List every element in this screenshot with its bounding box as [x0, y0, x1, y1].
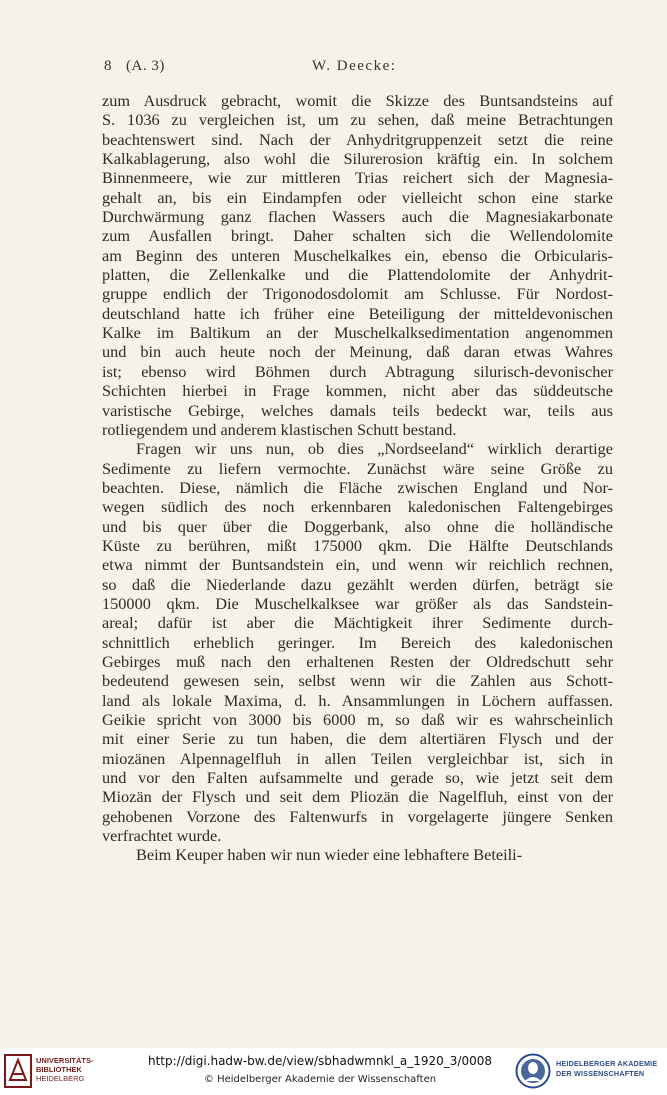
text-line: und vor den Falten aufsammelte und gerade so, wie jetzt seit dem [102, 768, 613, 788]
text-line: areal; dafür ist aber die Mächtigkeit ihrer Sedimente durch- [102, 613, 613, 633]
text-line: Geikie spricht von 3000 bis 6000 m, so daß wir es wahrscheinlich [102, 710, 613, 729]
text-line: S. 1036 zu vergleichen ist, um zu sehen, daß meine Betrachtungen [102, 110, 613, 130]
library-name-line-1: UNIVERSITÄTS- [36, 1056, 94, 1065]
text-line: gruppe endlich der Trigonodosdolomit am Schlusse. Für Nordost- [102, 284, 613, 304]
text-line: und bin auch heute noch der Meinung, daß daran etwas Wahres [102, 342, 613, 362]
text-line: Gebirges muß nach den erhaltenen Resten der Oldredschutt sehr [102, 651, 613, 671]
text-line: Durchwärmung ganz flachen Wassers auch die Magnesiakarbonate [102, 207, 613, 227]
text-line: 150000 qkm. Die Muschelkalksee war größer als das Sandstein- [102, 593, 613, 613]
academy-name [556, 1059, 657, 1079]
text-line: Küste zu berühren, mißt 175000 qkm. Die Hälfte Deutschlands [102, 535, 613, 555]
library-name [36, 1056, 94, 1083]
text-line: Kalke im Baltikum an der Muschelkalksedimentation angenommen [102, 323, 613, 343]
text-line: Schichten hierbei in Frage kommen, nicht aber das süddeutsche [102, 381, 613, 401]
text-line: platten, die Zellenkalke und die Plattendolomite der Anhydrit- [102, 265, 613, 285]
text-line: land als lokale Maxima, d. h. Ansammlungen in Löchern auffassen. [102, 690, 613, 710]
academy-medallion-icon[interactable] [515, 1053, 551, 1089]
text-line: beachtenswert sind. Nach der Anhydritgruppenzeit setzt die reine [102, 129, 613, 149]
academy-name-line-1: HEIDELBERGER AKADEMIE [556, 1059, 658, 1068]
text-line: Fragen wir uns nun, ob dies „Nordseeland“ wirklich derartige [136, 439, 613, 459]
text-line: ist; ebenso wird Böhmen durch Abtragung silurisch-devonischer [102, 361, 613, 381]
text-line: Kalkablagerung, also wohl die Silurerosion kräftig ein. In solchem [102, 149, 613, 169]
library-city: HEIDELBERG [36, 1074, 85, 1083]
text-line: so daß die Niederlande dazu gezählt werden dürfen, beträgt sie [102, 574, 613, 594]
text-line: deutschland hatte ich früher eine Beteiligung der mitteldevonischen [102, 303, 613, 323]
page-number: 8 [104, 58, 112, 74]
text-line: varistische Gebirge, welches damals teils bedeckt war, teils aus [102, 400, 613, 420]
permalink-url[interactable]: http://digi.hadw-bw.de/view/sbhadwmnkl_a_1920_3/0008 [147, 1054, 492, 1068]
text-line: etwa nimmt der Buntsandstein ein, und wenn wir reichlich rechnen, [102, 555, 613, 575]
text-line: am Beginn des unteren Muschelkalkes ein, ebenso die Orbicularis- [102, 245, 613, 265]
text-line: zum Ausdruck gebracht, womit die Skizze des Buntsandsteins auf [102, 91, 613, 110]
library-seal-icon[interactable] [4, 1054, 32, 1088]
text-line: gehobenen Vorzone des Faltenwurfs in vorgelagerte jüngere Senken [102, 806, 613, 826]
footer-bar [0, 1048, 667, 1095]
copyright-notice: © Heidelberger Akademie der Wissenschaften [203, 1074, 437, 1085]
academy-name-line-2: DER WISSENSCHAFTEN [556, 1069, 645, 1078]
body-text [102, 91, 613, 865]
text-line: beachten. Diese, nämlich die Fläche zwischen England und Nor- [102, 477, 613, 497]
text-line: schnittlich erheblich geringer. Im Bereich des kaledonischen [102, 632, 613, 652]
text-line: mit einer Serie zu tun haben, die dem altertiären Flysch und der [102, 729, 613, 749]
library-name-line-2: BIBLIOTHEK [36, 1065, 82, 1074]
text-line: Beim Keuper haben wir nun wieder eine lebhaftere Beteili- [136, 845, 523, 865]
section-label: (A. 3) [126, 58, 165, 74]
text-line: Sedimente zu liefern vermochte. Zunächst wäre seine Größe zu [102, 458, 613, 478]
text-line: verfrachtet wurde. [102, 826, 222, 846]
author-header: W. Deecke: [312, 58, 397, 74]
text-line: Miozän der Flysch und seit dem Pliozän die Nagelfluh, einst von der [102, 787, 613, 807]
text-line: gehalt an, bis ein Eindampfen oder vielleicht schon eine starke [102, 187, 613, 207]
text-line: miozänen Alpennagelfluh in allen Teilen vergleichbar ist, sich in [102, 748, 613, 768]
text-line: Binnenmeere, wie zur mittleren Trias reichert sich der Magnesia- [102, 168, 613, 188]
text-line: bedeutend gewesen sein, selbst wenn wir die Zahlen aus Schott- [102, 671, 613, 691]
text-line: und bis quer über die Doggerbank, also ohne die holländische [102, 516, 613, 536]
text-line: rotliegendem und anderem klastischen Schutt bestand. [102, 419, 457, 439]
text-line: zum Ausfallen bringt. Daher schalten sich die Wellendolomite [102, 226, 613, 246]
text-line: wegen südlich des noch erkennbaren kaledonischen Faltengebirges [102, 497, 613, 517]
